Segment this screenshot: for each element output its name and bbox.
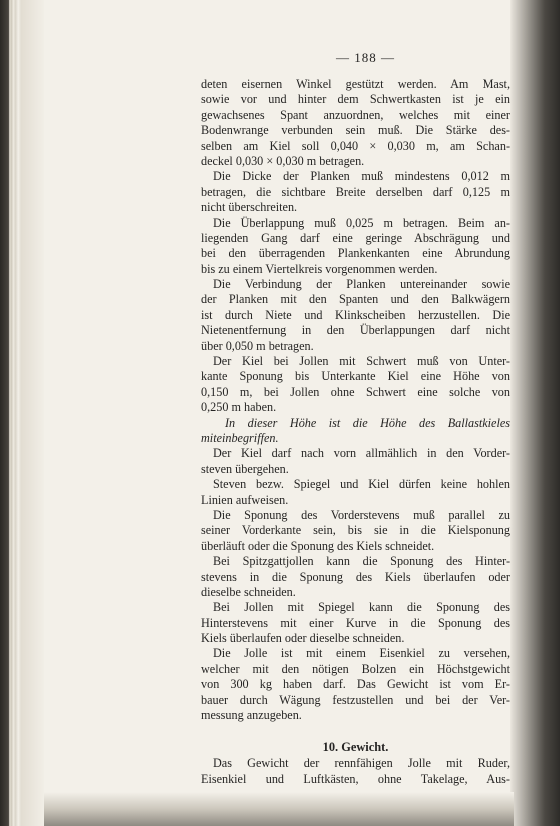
text-line: Die Jolle ist mit einem Eisenkiel zu versehen, (213, 646, 510, 661)
body-text (201, 77, 510, 723)
text-line: Das Gewicht der rennfähigen Jolle mit Ruder, (213, 756, 510, 771)
text-line: deten eisernen Winkel gestützt werden. Am Mast, (201, 77, 510, 91)
text-line: bei den überragenden Plankenkanten eine Abrundung (201, 246, 510, 261)
text-line: messung anzugeben. (201, 708, 302, 723)
text-line: dieselbe schneiden. (201, 584, 296, 599)
text-line: ist durch Niete und Klinkscheiben herzustellen. Die (201, 307, 510, 322)
text-line: seiner Vorderkante sein, bis sie in die Kielsponung (201, 523, 510, 538)
text-line: der Planken mit den Spanten und den Balkwägern (201, 292, 510, 307)
text-line: Nietenentfernung in den Überlappungen darf nicht (201, 323, 510, 338)
section-body-text (201, 756, 510, 787)
text-line: Kiels überlaufen oder dieselbe schneiden. (201, 631, 405, 646)
text-line: Der Kiel bei Jollen mit Schwert muß von Unter- (213, 354, 510, 369)
text-line: überläuft oder die Sponung des Kiels schneidet. (201, 538, 435, 553)
text-line: Die Überlappung muß 0,025 m betragen. Beim an- (213, 215, 510, 230)
text-line: Steven bezw. Spiegel und Kiel dürfen keine hohlen (213, 477, 510, 492)
text-line: welcher mit den nötigen Bolzen ein Höchstgewicht (201, 661, 510, 676)
text-line: In dieser Höhe ist die Höhe des Ballastkieles (225, 415, 510, 430)
text-line: betragen, die sichtbare Breite derselben darf 0,125 m (201, 184, 510, 199)
book-spine-shadow (510, 0, 560, 826)
text-line: liegenden Gang darf eine geringe Abschrägung und (201, 230, 510, 245)
text-line: nicht überschreiten. (201, 200, 298, 215)
text-line: Die Verbindung der Planken untereinander sowie (213, 277, 510, 292)
text-line: Hinterstevens mit einer Kurve in die Sponung des (201, 615, 510, 630)
text-line: Eisenkiel und Luftkästen, ohne Takelage, Aus- (201, 771, 510, 786)
text-line: 0,150 m, bei Jollen ohne Schwert eine solche von (201, 384, 510, 399)
text-line: kante Sponung bis Unterkante Kiel eine Höhe von (201, 369, 510, 384)
text-line: 0,250 m haben. (201, 400, 277, 415)
text-line: bauer durch Wägung festzustellen und bei der Ver- (201, 692, 510, 707)
text-line: Die Sponung des Vorderstevens muß parallel zu (213, 507, 510, 522)
text-line: selben am Kiel soll 0,040 × 0,030 m, am Schan- (201, 138, 510, 153)
text-line: Die Dicke der Planken muß mindestens 0,012 m (213, 169, 510, 184)
text-line: Der Kiel darf nach vorn allmählich in den Vorder- (213, 446, 510, 461)
text-line: Bei Jollen mit Spiegel kann die Sponung des (213, 600, 510, 615)
text-line: bis zu einem Viertelkreis vorgenommen werden. (201, 261, 438, 276)
page-bottom-edge (44, 792, 514, 826)
text-line: miteinbegriffen. (201, 430, 279, 445)
text-line: sowie vor und hinter dem Schwertkasten ist je ein (201, 92, 510, 107)
book-page-stack-left (0, 0, 48, 826)
page-number: — 188 — (336, 50, 395, 65)
text-line: über 0,050 m betragen. (201, 338, 314, 353)
section-heading: 10. Gewicht. (322, 740, 389, 755)
text-line: gewachsenes Spant anzuordnen, welches mit einer (201, 107, 510, 122)
text-line: Bei Spitzgattjollen kann die Sponung des Hinter- (213, 554, 510, 569)
text-line: Linien aufweisen. (201, 492, 289, 507)
text-line: deckel 0,030 × 0,030 m betragen. (201, 153, 365, 168)
text-line: steven übergehen. (201, 461, 289, 476)
text-line: stevens in die Sponung des Kiels überlaufen oder (201, 569, 510, 584)
text-line: von 300 kg haben darf. Das Gewicht ist vom Er- (201, 677, 510, 692)
page-text (201, 50, 510, 787)
text-line: Bodenwrange verbunden sein muß. Die Stärke des- (201, 123, 510, 138)
